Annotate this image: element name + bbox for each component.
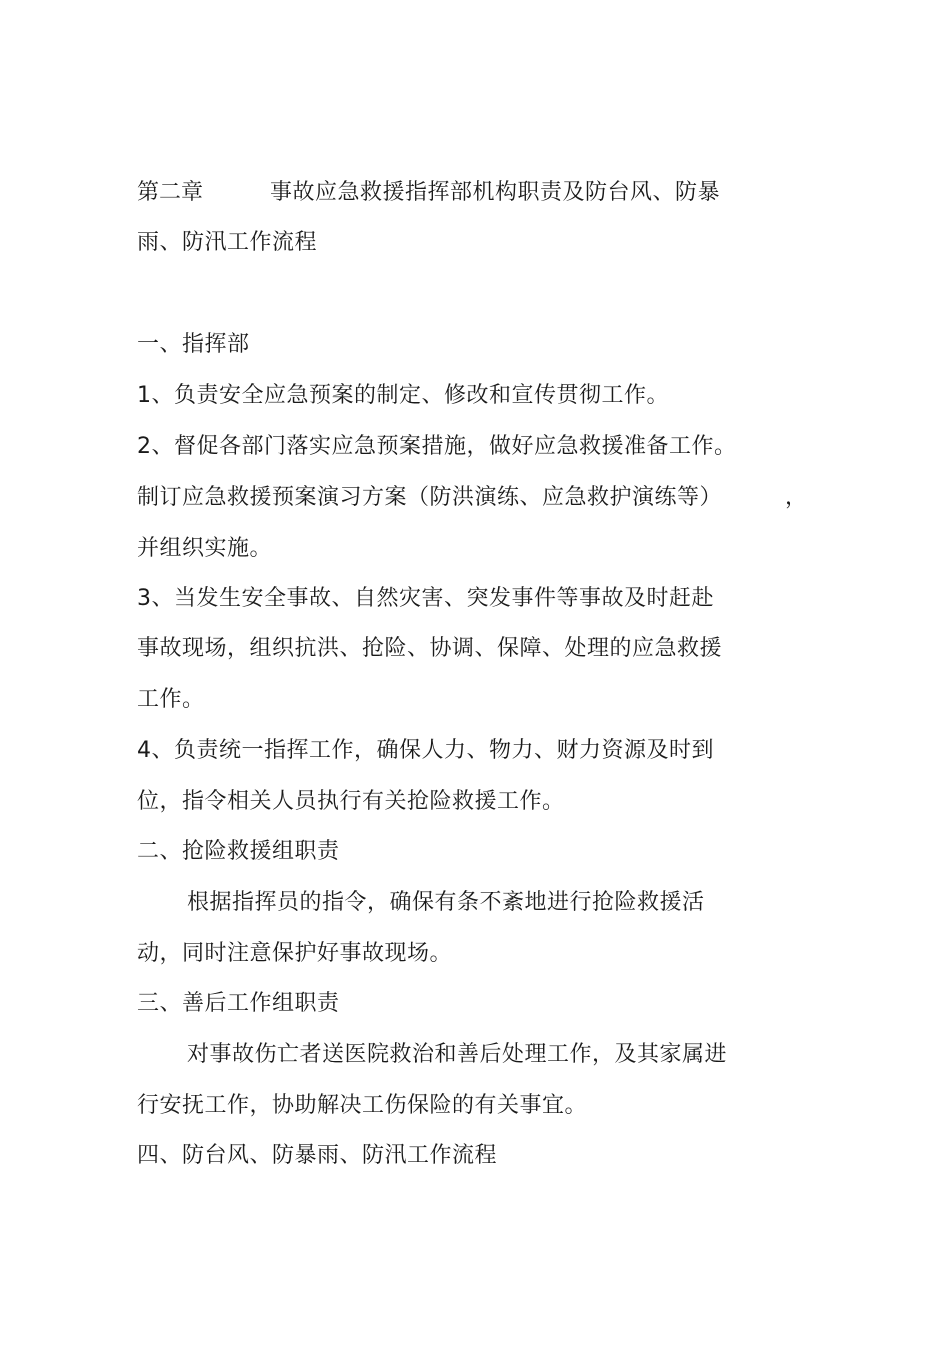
command-item-2-line-1: 2、督促各部门落实应急预案措施，做好应急救援准备工作。 bbox=[137, 434, 737, 459]
section-heading-command: 一、指挥部 bbox=[137, 332, 250, 357]
command-item-2-line-2: 制订应急救援预案演习方案（防洪演练、应急救护演练等） bbox=[137, 485, 723, 510]
chapter-title-line-1: 事故应急救援指挥部机构职责及防台风、防暴 bbox=[270, 180, 721, 205]
command-item-2-comma: ， bbox=[785, 485, 808, 510]
aftermath-paragraph-line-2: 行安抚工作，协助解决工伤保险的有关事宜。 bbox=[137, 1093, 588, 1118]
command-item-3-line-2: 事故现场，组织抗洪、抢险、协调、保障、处理的应急救援 bbox=[137, 636, 723, 661]
rescue-paragraph-line-2: 动，同时注意保护好事故现场。 bbox=[137, 941, 453, 966]
section-heading-aftermath: 三、善后工作组职责 bbox=[137, 991, 340, 1016]
chapter-label: 第二章 bbox=[137, 180, 204, 205]
command-item-4-line-1: 4、负责统一指挥工作，确保人力、物力、财力资源及时到 bbox=[137, 738, 714, 763]
command-item-3-line-1: 3、当发生安全事故、自然灾害、突发事件等事故及时赶赴 bbox=[137, 586, 714, 611]
section-heading-rescue: 二、抢险救援组职责 bbox=[137, 839, 340, 864]
command-item-2-line-3: 并组织实施。 bbox=[137, 536, 273, 561]
section-heading-flood-process: 四、防台风、防暴雨、防汛工作流程 bbox=[137, 1143, 498, 1168]
rescue-paragraph-line-1: 根据指挥员的指令，确保有条不紊地进行抢险救援活 bbox=[187, 890, 705, 915]
aftermath-paragraph-line-1: 对事故伤亡者送医院救治和善后处理工作，及其家属进 bbox=[187, 1042, 728, 1067]
chapter-title-line-2: 雨、防汛工作流程 bbox=[137, 230, 318, 255]
command-item-3-line-3: 工作。 bbox=[137, 687, 205, 712]
command-item-4-line-2: 位，指令相关人员执行有关抢险救援工作。 bbox=[137, 789, 565, 814]
command-item-1: 1、负责安全应急预案的制定、修改和宣传贯彻工作。 bbox=[137, 383, 669, 408]
